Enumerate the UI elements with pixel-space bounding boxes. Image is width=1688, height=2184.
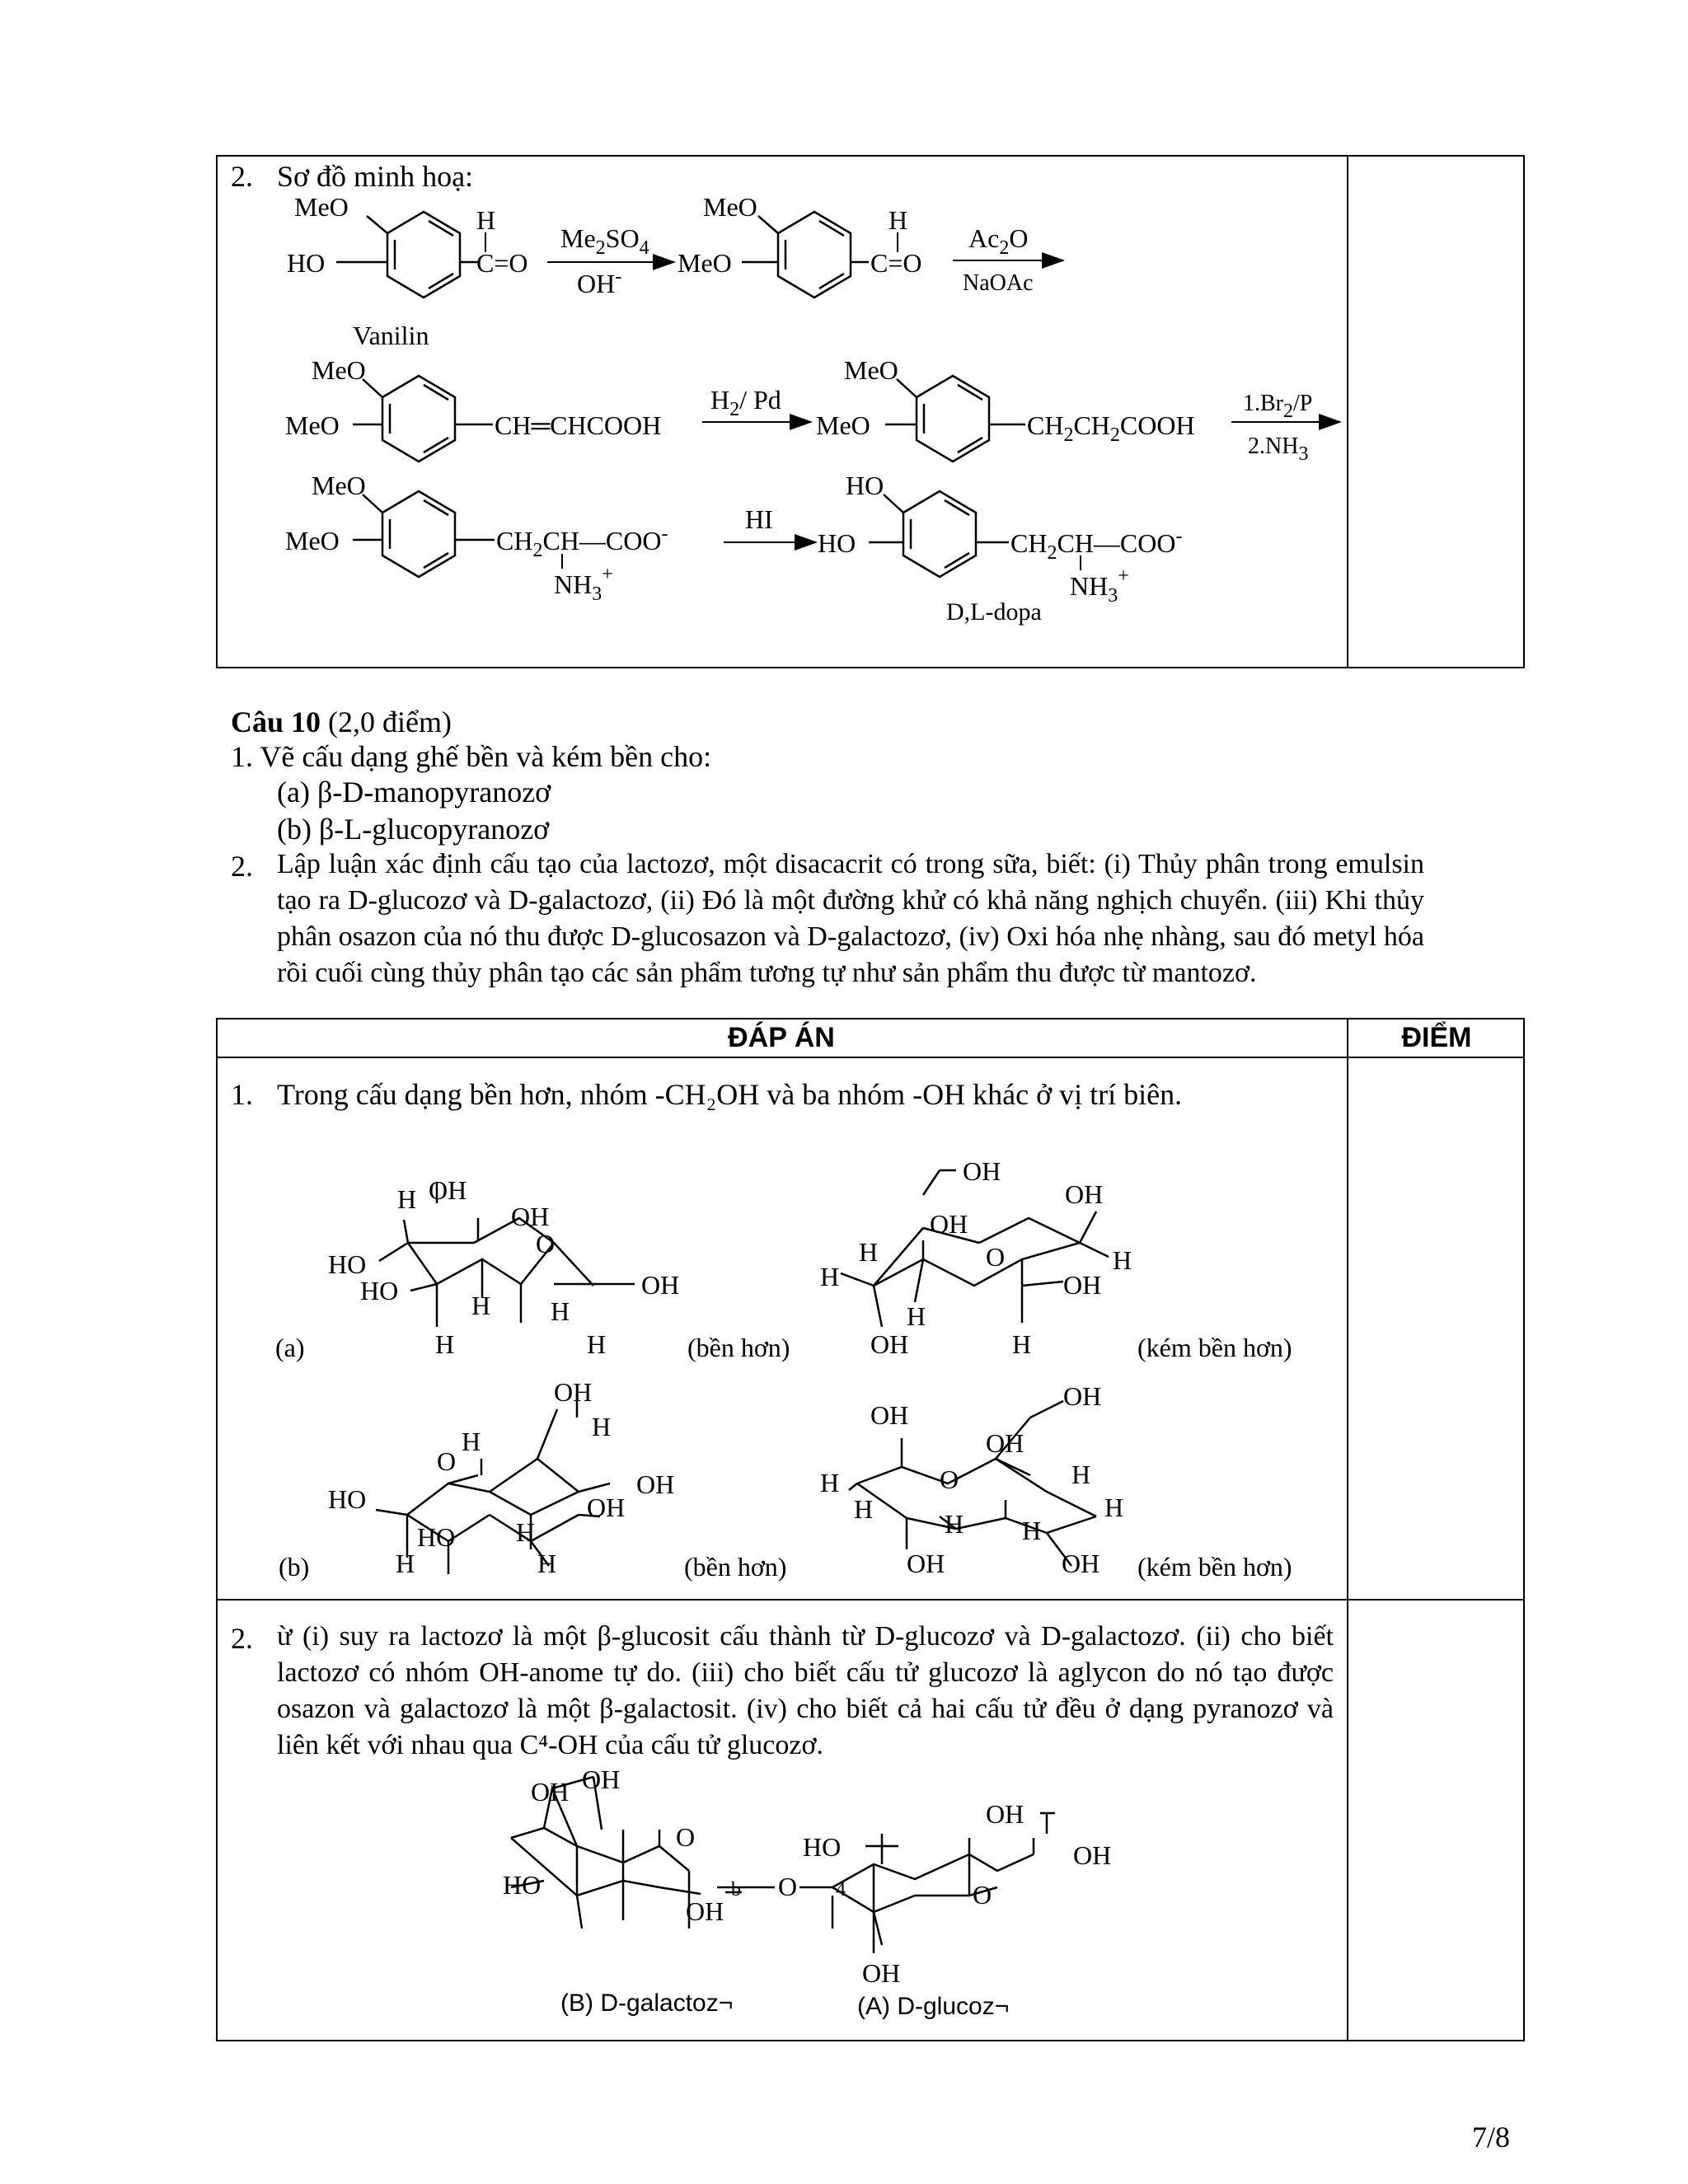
svg-text:OH: OH <box>1063 1270 1102 1300</box>
svg-text:O: O <box>536 1229 556 1258</box>
reagent-hi: HI <box>745 504 773 534</box>
vanillin-h: H <box>476 205 496 235</box>
svg-text:H: H <box>516 1517 536 1547</box>
svg-text:O: O <box>940 1465 959 1494</box>
reagent-me2so4: $Me_2SO_4$ <box>560 223 649 259</box>
reagent-ac2o: $Ac_2O$ <box>968 223 1029 259</box>
svg-text:H: H <box>551 1296 570 1326</box>
page-number: 7/8 <box>1472 2121 1511 2154</box>
svg-text:OH: OH <box>587 1493 626 1522</box>
answer2-text: ừ (i) suy ra lactozơ là một β-glucosit cấu thành từ D-glucozơ và D-galactozơ. (ii) cho biết lactozơ có nhóm OH-anome tự do. (iii) cho biết cấu tử glucozơ là aglycon do nó tạo được osazon và galactozơ là một β-galactosit. (iv) cho biết cả hai cấu tử đều ở dạng pyranozơ và liên kết với nhau qua C⁴-OH của cấu tử glucozơ. <box>277 1621 1334 1760</box>
svg-text:HO: HO <box>846 471 884 500</box>
stable-b: (bền hơn) <box>684 1552 787 1582</box>
svg-text:4: 4 <box>836 1879 846 1900</box>
label-b: (b) <box>279 1552 310 1582</box>
svg-text:H: H <box>396 1549 415 1578</box>
svg-text:OH: OH <box>1062 1549 1100 1578</box>
svg-text:OH: OH <box>986 1428 1025 1458</box>
svg-text:OH: OH <box>862 1958 901 1988</box>
svg-text:OH: OH <box>641 1270 680 1300</box>
svg-text:OH: OH <box>1065 1179 1104 1209</box>
svg-text:OH: OH <box>686 1896 724 1926</box>
reagent-nh3: 2.NH3 <box>1248 434 1309 465</box>
svg-text:H: H <box>435 1329 455 1359</box>
scheme-item-number: 2. <box>231 160 253 193</box>
svg-text:MeO: MeO <box>816 410 870 440</box>
svg-text:H: H <box>537 1549 557 1578</box>
svg-text:C=O: C=O <box>870 248 922 278</box>
scheme-title: Sơ đồ minh hoạ: <box>277 160 474 193</box>
svg-text:H: H <box>1012 1329 1032 1359</box>
svg-text:b: b <box>731 1879 741 1900</box>
q10-heading: Câu 10 (2,0 điểm) <box>231 705 452 738</box>
svg-text:MeO: MeO <box>312 355 366 385</box>
svg-text:O: O <box>986 1242 1006 1272</box>
svg-text:O: O <box>973 1880 992 1910</box>
svg-text:OH: OH <box>636 1469 675 1499</box>
dopa-label: D,L-dopa <box>946 598 1042 626</box>
svg-text:H: H <box>889 205 908 235</box>
vanillin-meo: MeO <box>294 192 349 222</box>
svg-text:MeO: MeO <box>285 410 340 440</box>
svg-text:OH: OH <box>986 1799 1025 1829</box>
svg-text:OH: OH <box>870 1329 909 1359</box>
propanoic-chain: $CH_2CH_2COOH$ <box>1027 410 1195 446</box>
vanillin-ho: HO <box>287 248 326 278</box>
vanilin-label: Vanilin <box>353 321 429 350</box>
svg-text:H: H <box>1022 1516 1042 1545</box>
svg-text:MeO: MeO <box>312 471 366 500</box>
svg-text:MeO: MeO <box>703 192 757 222</box>
reagent-oh: OH- <box>577 266 622 298</box>
svg-text:H: H <box>820 1468 840 1497</box>
q10-item1a: (a) β-D-manopyranozơ <box>277 776 551 808</box>
answer2-number: 2. <box>231 1622 253 1655</box>
svg-text:HO: HO <box>803 1832 842 1862</box>
dopa-chain: $CH_2CH—COO^-$ <box>1010 526 1183 564</box>
dopa-nh3: $NH_3^+$ <box>1070 565 1129 607</box>
svg-text:H: H <box>592 1412 612 1441</box>
svg-text:H: H <box>859 1237 879 1267</box>
svg-text:OH: OH <box>429 1175 467 1205</box>
svg-text:H: H <box>820 1262 840 1291</box>
svg-text:HO: HO <box>503 1870 542 1900</box>
svg-text:HO: HO <box>818 528 856 558</box>
amino-chain: $CH_2CH—COO^-$ <box>496 523 668 561</box>
svg-text:OH: OH <box>907 1549 945 1578</box>
q10-item1b: (b) β-L-glucopyranozơ <box>277 813 550 846</box>
q10-item2-text: Lập luận xác định cấu tạo của lactozơ, một disacacrit có trong sữa, biết: (i) Thủy phân trong emulsin tạo ra D-glucozơ và D-galactozơ, (ii) Đó là một đường khử có khả năng nghịch chuyển. (iii) Khi thủy phân osazon của nó thu được D-glucosazon và D-galactozơ, (iv) Oxi hóa nhẹ nhàng, sau đó metyl hóa rồi cuối cùng thủy phân tạo các sản phẩm tương tự như sản phẩm thu được từ mantozơ. <box>277 849 1424 988</box>
col-answer-header: ĐÁP ÁN <box>728 1022 835 1053</box>
svg-text:OH: OH <box>511 1202 550 1231</box>
svg-text:O: O <box>437 1446 457 1476</box>
svg-text:OH: OH <box>1063 1381 1102 1411</box>
vanillin-co: C=O <box>476 248 528 278</box>
svg-text:OH: OH <box>930 1209 968 1239</box>
label-a: (a) <box>275 1333 305 1362</box>
svg-text:HO: HO <box>417 1522 456 1552</box>
svg-text:H: H <box>1104 1493 1124 1522</box>
answer1-number: 1. <box>231 1078 253 1111</box>
svg-text:O: O <box>778 1872 798 1901</box>
svg-text:OH: OH <box>870 1400 909 1430</box>
svg-text:OH: OH <box>582 1765 621 1794</box>
q10-item2-number: 2. <box>231 850 253 883</box>
q10-item1: 1. Vẽ cấu dạng ghế bền và kém bền cho: <box>231 740 712 773</box>
stable-a: (bền hơn) <box>687 1333 790 1362</box>
svg-text:H: H <box>854 1494 874 1524</box>
svg-text:MeO: MeO <box>844 355 898 385</box>
svg-text:H: H <box>907 1301 926 1331</box>
svg-text:H: H <box>1071 1460 1091 1489</box>
svg-text:HO: HO <box>360 1276 399 1305</box>
svg-text:HO: HO <box>328 1484 367 1514</box>
galactose-label: (B) D-galactoz¬ <box>560 1990 734 2017</box>
unstable-b: (kém bền hơn) <box>1137 1552 1292 1582</box>
unstable-a: (kém bền hơn) <box>1137 1333 1292 1362</box>
svg-text:H: H <box>945 1509 964 1539</box>
svg-text:H: H <box>397 1184 417 1214</box>
svg-text:H: H <box>471 1291 491 1320</box>
svg-text:OH: OH <box>554 1377 593 1407</box>
glucose-label: (A) D-glucoz¬ <box>857 1993 1010 2020</box>
reagent-br2p: 1.Br2/P <box>1243 391 1313 422</box>
svg-text:OH: OH <box>531 1777 570 1807</box>
svg-text:H: H <box>462 1427 481 1456</box>
col-score-header: ĐIỂM <box>1401 1022 1472 1053</box>
svg-text:H: H <box>1113 1245 1132 1275</box>
answer1-text: Trong cấu dạng bền hơn, nhóm -CH₂OH và ba nhóm -OH khác ở vị trí biên. <box>277 1078 1183 1111</box>
svg-text:OH: OH <box>1073 1840 1112 1870</box>
svg-text:HO: HO <box>328 1249 367 1279</box>
svg-text:OH: OH <box>963 1156 1001 1186</box>
amino-nh3: $NH_3^+$ <box>554 564 613 605</box>
reagent-naoac: NaOAc <box>963 270 1034 296</box>
reagent-h2pd: $H_2/$ Pd <box>710 385 781 420</box>
cinnamic-chain: CH═CHCOOH <box>495 410 662 440</box>
svg-text:MeO: MeO <box>678 248 732 278</box>
svg-text:MeO: MeO <box>285 526 340 555</box>
svg-text:O: O <box>676 1822 696 1852</box>
svg-text:H: H <box>587 1329 607 1359</box>
